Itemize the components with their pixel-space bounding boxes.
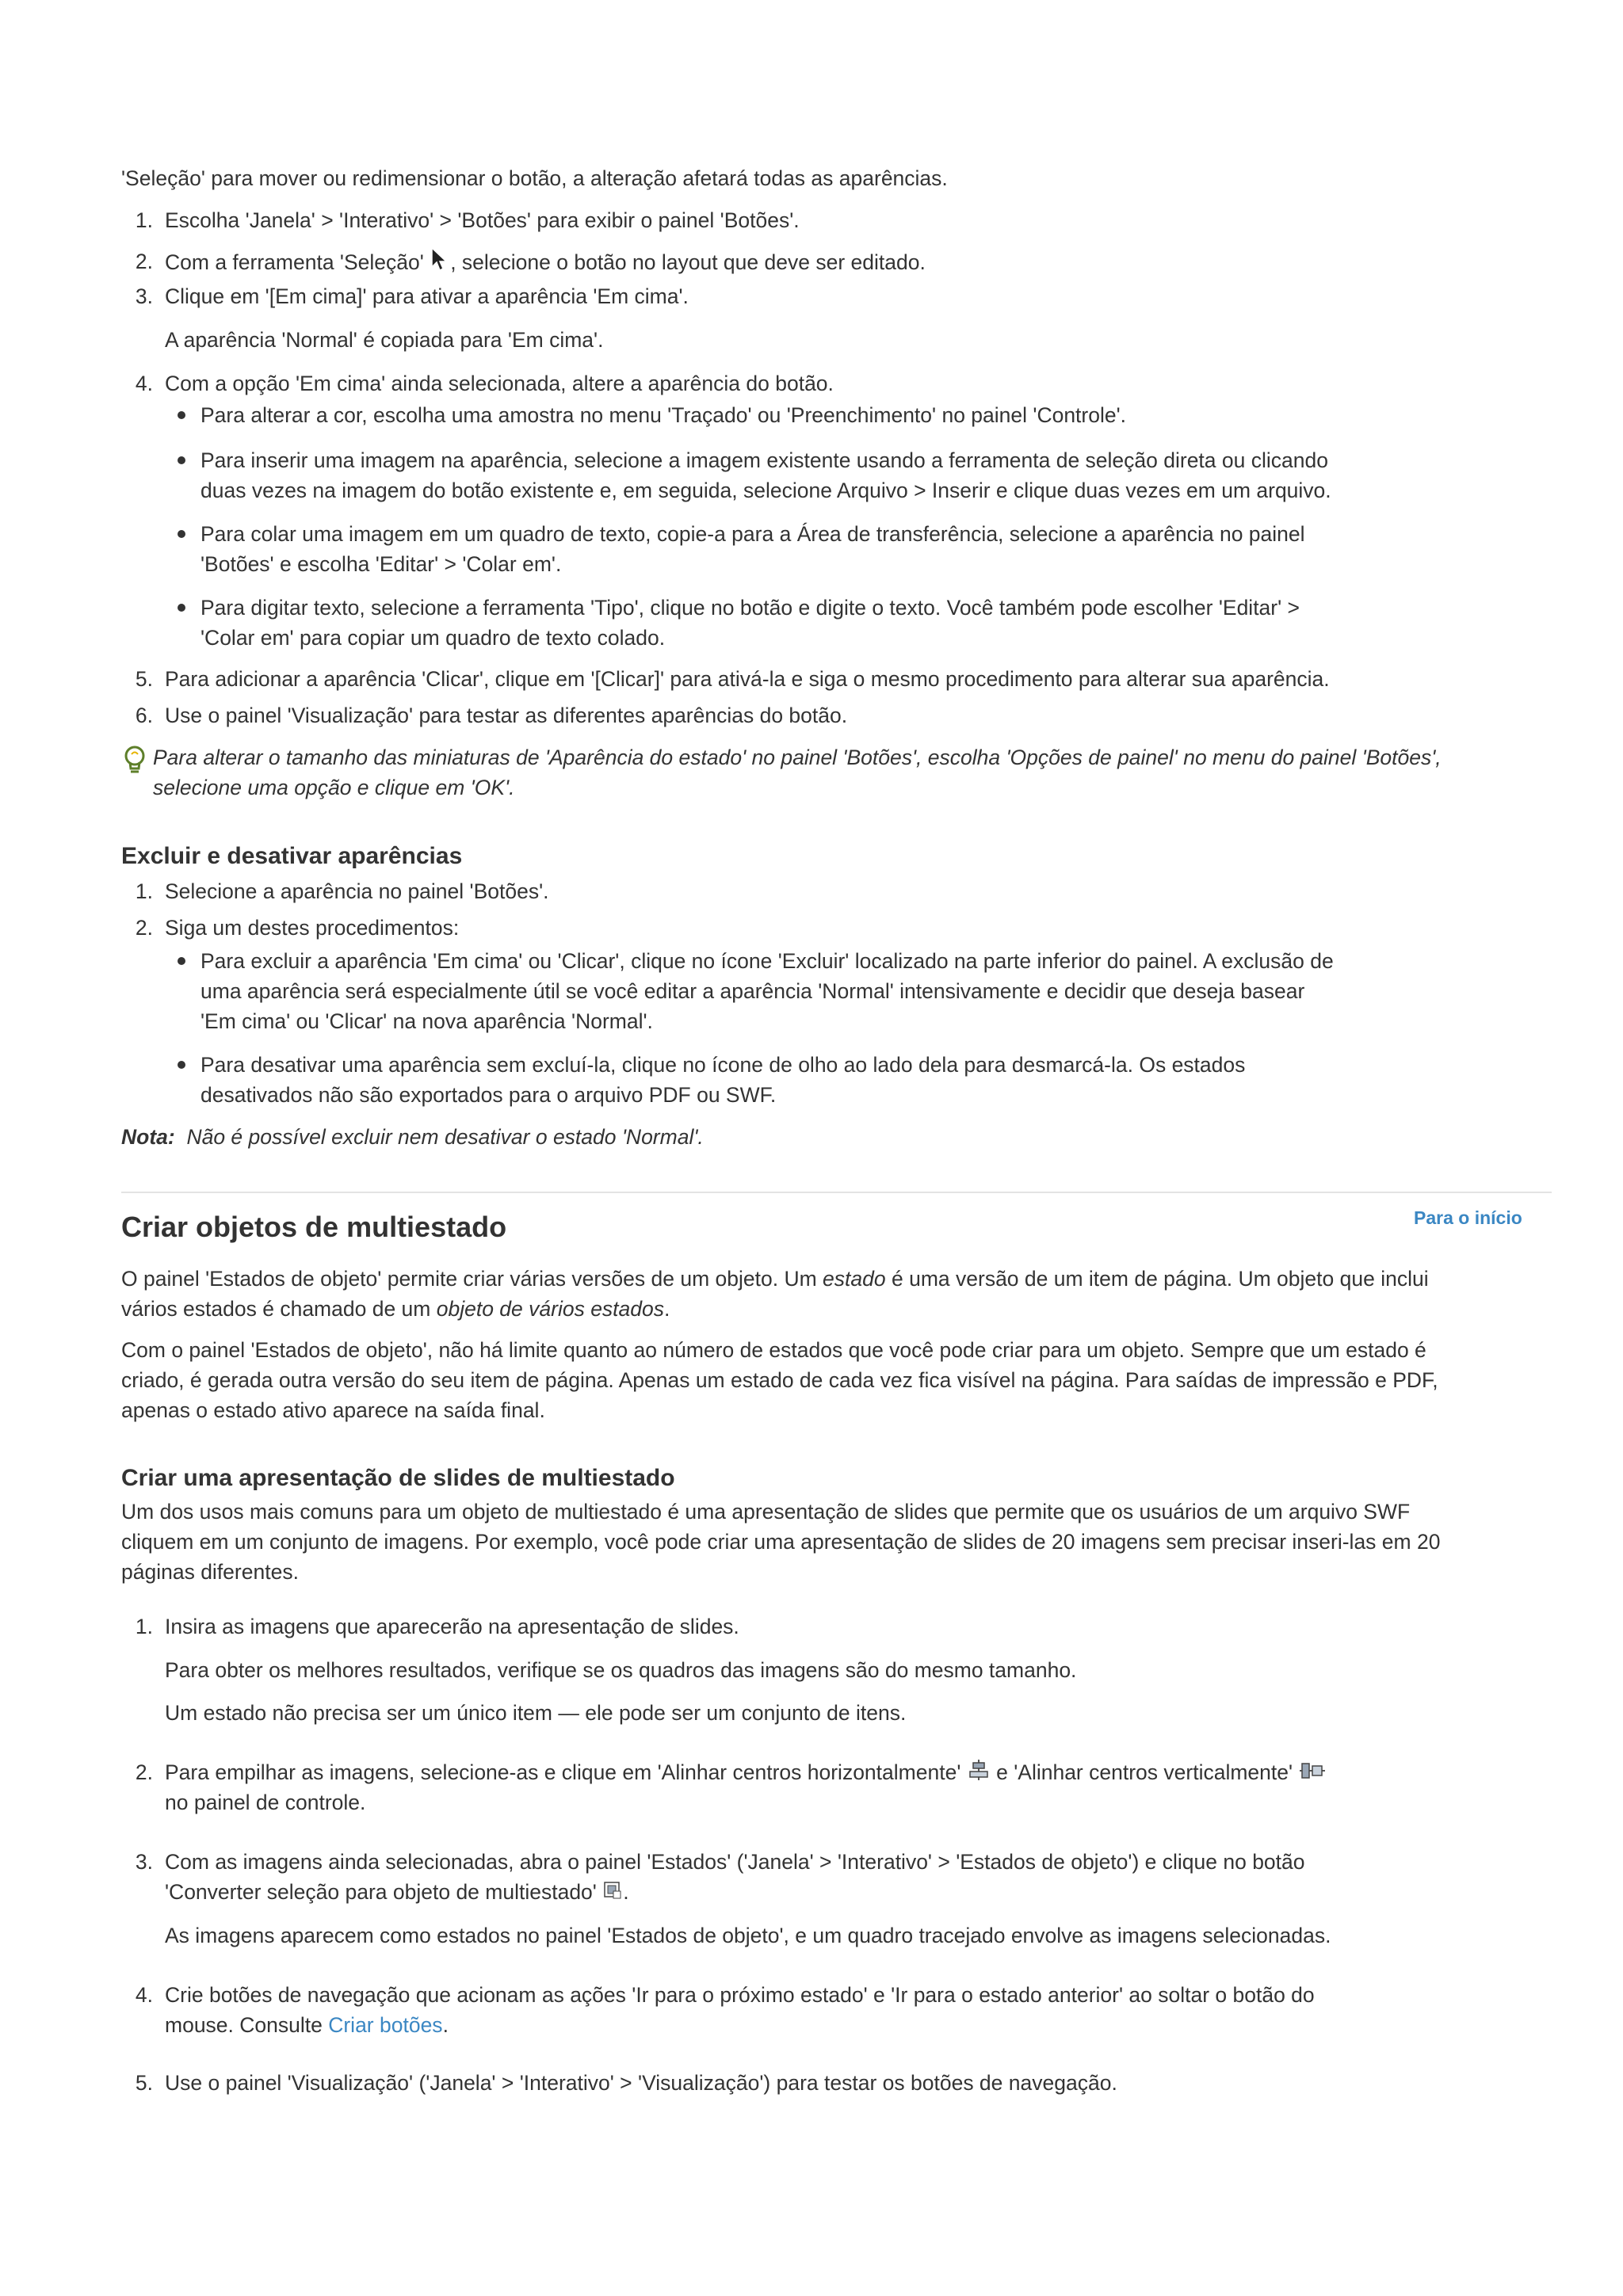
bullet-text: desativados não são exportados para o arquivo PDF ou SWF. — [200, 1083, 777, 1107]
step-text: Clique em '[Em cima]' para ativar a aparência 'Em cima'. — [165, 284, 689, 308]
bullet-text: uma aparência será especialmente útil se você editar a aparência 'Normal' intensivamente e decidir que deseja basear — [200, 979, 1305, 1003]
paragraph-line: Com o painel 'Estados de objeto', não há limite quanto ao número de estados que você pode criar para um objeto. Sempre que um estado é — [121, 1338, 1426, 1362]
step-number: 2. — [135, 1760, 153, 1784]
bullet-text: Para digitar texto, selecione a ferramenta 'Tipo', clique no botão e digite o texto. Você também pode escolher 'Editar' > — [200, 596, 1300, 620]
tip-text: Para alterar o tamanho das miniaturas de 'Aparência do estado' no painel 'Botões', escolha 'Opções de painel' no menu do painel 'Botões', — [153, 746, 1442, 769]
bullet-text: Para desativar uma aparência sem excluí-la, clique no ícone de olho ao lado dela para desmarcá-la. Os estados — [200, 1053, 1246, 1077]
selection-arrow-icon — [430, 246, 450, 281]
align-vertical-centers-icon — [1298, 1759, 1327, 1789]
step-text: Com as imagens ainda selecionadas, abra o painel 'Estados' ('Janela' > 'Interativo' > 'Estados de objeto') e clique no botão — [165, 1850, 1305, 1874]
tip-text: selecione uma opção e clique em 'OK'. — [153, 776, 515, 799]
paragraph-line — [121, 1264, 1429, 1294]
text-part: mouse. Consulte — [165, 2013, 329, 2037]
back-to-top-link[interactable]: Para o início — [1414, 1207, 1522, 1228]
paragraph-line: páginas diferentes. — [121, 1560, 299, 1584]
step-number: 5. — [135, 2071, 153, 2095]
step-number: 1. — [135, 879, 153, 903]
step-text — [165, 1757, 1327, 1790]
bullet-text: Para inserir uma imagem na aparência, selecione a imagem existente usando a ferramenta de seleção direta ou clicando — [200, 448, 1328, 472]
step-text: Crie botões de navegação que acionam as ações 'Ir para o próximo estado' e 'Ir para o estado anterior' ao soltar o botão do — [165, 1983, 1315, 2007]
lightbulb-icon — [121, 745, 148, 784]
text-part: vários estados é chamado de um — [121, 1297, 437, 1321]
step-number: 5. — [135, 667, 153, 691]
bullet — [178, 1061, 185, 1069]
bullet — [178, 957, 185, 965]
step-text: Com a opção 'Em cima' ainda selecionada, altere a aparência do botão. — [165, 372, 834, 395]
text-part: Para empilhar as imagens, selecione-as e clique em 'Alinhar centros horizontalmente' — [165, 1760, 961, 1784]
step-number: 3. — [135, 1850, 153, 1874]
step-text: Use o painel 'Visualização' ('Janela' > 'Interativo' > 'Visualização') para testar os botões de navegação. — [165, 2071, 1117, 2095]
intro-text: 'Seleção' para mover ou redimensionar o botão, a alteração afetará todas as aparências. — [121, 166, 948, 190]
bullet-text: 'Colar em' para copiar um quadro de texto colado. — [200, 626, 666, 650]
step-number: 1. — [135, 1615, 153, 1638]
align-horizontal-centers-icon — [967, 1758, 991, 1790]
text-part: . — [664, 1297, 670, 1321]
convert-multistate-icon — [602, 1878, 623, 1909]
paragraph-line: Um dos usos mais comuns para um objeto de multiestado é uma apresentação de slides que permite que os usuários de um arquivo SWF — [121, 1500, 1411, 1524]
note-label: Nota: — [121, 1125, 175, 1149]
bullet-text: 'Botões' e escolha 'Editar' > 'Colar em'. — [200, 552, 562, 576]
bullet-text: 'Em cima' ou 'Clicar' na nova aparência 'Normal'. — [200, 1009, 653, 1033]
step-number: 1. — [135, 208, 153, 232]
bullet — [178, 530, 185, 538]
step-text — [165, 246, 926, 281]
note — [121, 1122, 704, 1152]
step-text: Siga um destes procedimentos: — [165, 916, 460, 940]
step-note: Para obter os melhores resultados, verifique se os quadros das imagens são do mesmo tamanho. — [165, 1658, 1077, 1682]
bullet — [178, 604, 185, 612]
step-text: Selecione a aparência no painel 'Botões'. — [165, 879, 549, 903]
text-emphasis: estado — [823, 1267, 886, 1291]
step-note: Um estado não precisa ser um único item — ele pode ser um conjunto de itens. — [165, 1701, 907, 1725]
step-text: Use o painel 'Visualização' para testar as diferentes aparências do botão. — [165, 704, 848, 727]
text-part: . — [623, 1880, 629, 1904]
step-number: 6. — [135, 704, 153, 727]
text-part: é uma versão de um item de página. Um objeto que inclui — [885, 1267, 1429, 1291]
bullet-text: Para excluir a aparência 'Em cima' ou 'Clicar', clique no ícone 'Excluir' localizado na parte inferior do painel. A exclusão de — [200, 949, 1334, 973]
step-note: A aparência 'Normal' é copiada para 'Em cima'. — [165, 328, 604, 352]
bullet-text: Para alterar a cor, escolha uma amostra no menu 'Traçado' ou 'Preenchimento' no painel 'Controle'. — [200, 403, 1127, 427]
text-emphasis: objeto de vários estados — [436, 1297, 665, 1321]
step-number: 2. — [135, 250, 153, 273]
section-title: Criar objetos de multiestado — [121, 1211, 507, 1243]
step-text-part: Com a ferramenta 'Seleção' — [165, 250, 424, 274]
step-text — [165, 1877, 629, 1909]
bullet — [178, 456, 185, 464]
step-text — [165, 2010, 449, 2040]
paragraph-line: apenas o estado ativo aparece na saída final. — [121, 1398, 545, 1422]
step-number: 3. — [135, 284, 153, 308]
text-part: . — [442, 2013, 449, 2037]
step-text: Para adicionar a aparência 'Clicar', clique em '[Clicar]' para ativá-la e siga o mesmo procedimento para alterar sua aparência. — [165, 667, 1330, 691]
text-part: O painel 'Estados de objeto' permite criar várias versões de um objeto. Um — [121, 1267, 823, 1291]
paragraph-line: criado, é gerada outra versão do seu item de página. Apenas um estado de cada vez fica visível na página. Para saídas de impressão e PDF, — [121, 1368, 1438, 1392]
step-number: 4. — [135, 1983, 153, 2007]
paragraph-line — [121, 1294, 670, 1324]
step-text: no painel de controle. — [165, 1791, 366, 1814]
step-text: Insira as imagens que aparecerão na apresentação de slides. — [165, 1615, 739, 1638]
step-text-part: , selecione o botão no layout que deve ser editado. — [450, 250, 926, 274]
bullet-text: duas vezes na imagem do botão existente e, em seguida, selecione Arquivo > Inserir e clique duas vezes em um arquivo. — [200, 479, 1331, 502]
bullet — [178, 411, 185, 419]
step-number: 2. — [135, 916, 153, 940]
note-text: Não é possível excluir nem desativar o estado 'Normal'. — [186, 1125, 704, 1149]
subheading-excluir: Excluir e desativar aparências — [121, 843, 463, 869]
criar-botoes-link[interactable]: Criar botões — [328, 2013, 443, 2037]
step-text: Escolha 'Janela' > 'Interativo' > 'Botões' para exibir o painel 'Botões'. — [165, 208, 800, 232]
paragraph-line: cliquem em um conjunto de imagens. Por exemplo, você pode criar uma apresentação de slides de 20 imagens sem precisar inseri-las em 20 — [121, 1530, 1441, 1554]
bullet-text: Para colar uma imagem em um quadro de texto, copie-a para a Área de transferência, selecione a aparência no painel — [200, 522, 1305, 546]
text-part: 'Converter seleção para objeto de multiestado' — [165, 1880, 597, 1904]
section-divider — [121, 1192, 1552, 1193]
subheading-slides: Criar uma apresentação de slides de multiestado — [121, 1465, 675, 1491]
text-part: e 'Alinhar centros verticalmente' — [990, 1760, 1293, 1784]
step-note: As imagens aparecem como estados no painel 'Estados de objeto', e um quadro tracejado envolve as imagens selecionadas. — [165, 1924, 1331, 1947]
step-number: 4. — [135, 372, 153, 395]
